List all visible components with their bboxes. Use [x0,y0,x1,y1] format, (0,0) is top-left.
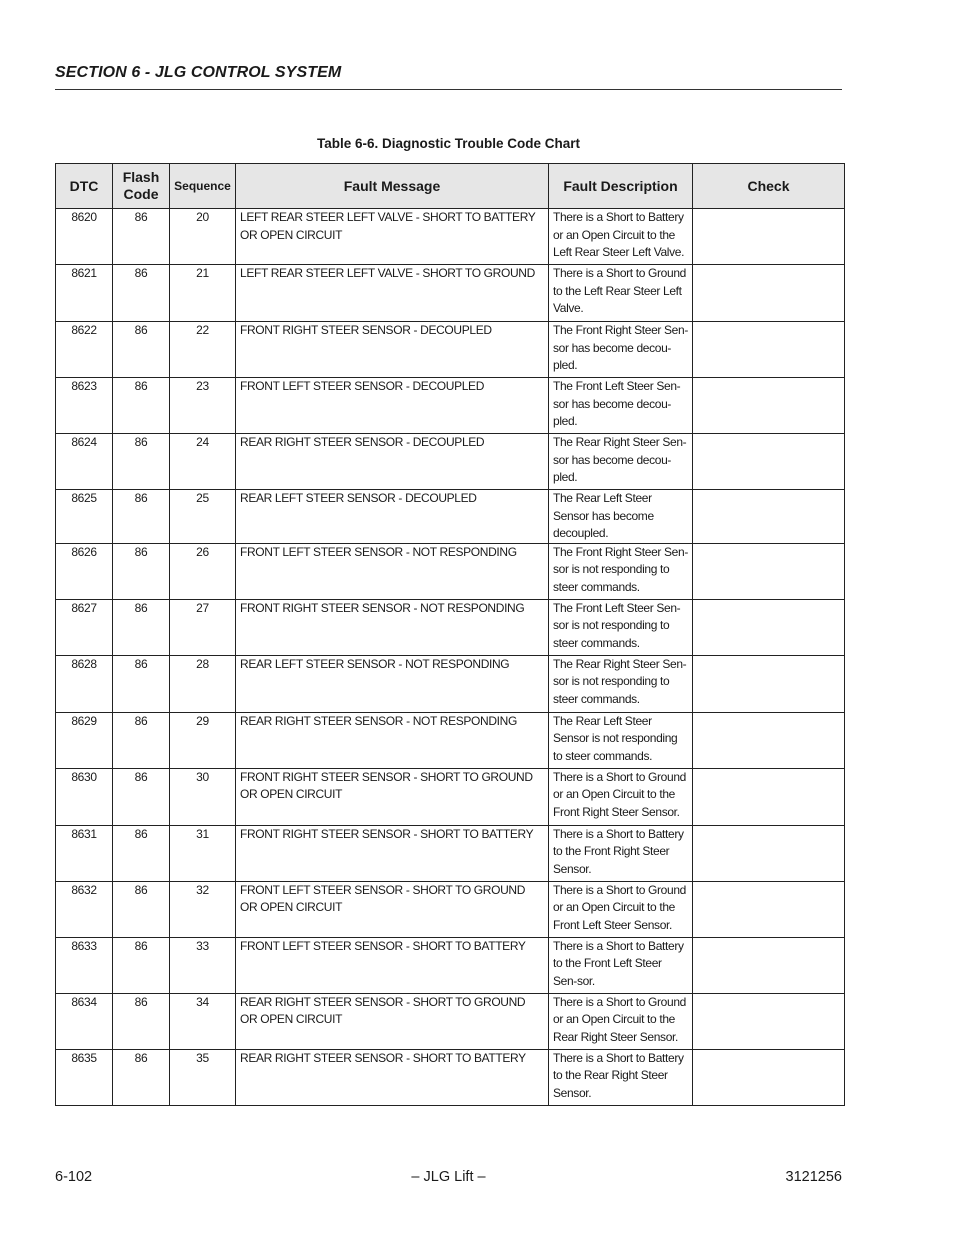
cell-dtc: 8633 [56,937,113,993]
flash-code-line1: Flash [122,169,160,186]
cell-check [693,825,845,881]
section-title: SECTION 6 - JLG CONTROL SYSTEM [55,64,342,81]
cell-sequence: 21 [170,265,236,322]
cell-dtc: 8623 [56,378,113,434]
cell-sequence: 24 [170,434,236,490]
cell-dtc: 8629 [56,712,113,768]
cell-sequence: 28 [170,655,236,712]
cell-check [693,937,845,993]
table-row [56,543,845,599]
cell-fault-message: FRONT LEFT STEER SENSOR - SHORT TO GROUND OR OPEN CIRCUIT [236,881,549,937]
column-header-sequence: Sequence [170,164,236,209]
diagnostic-trouble-code-table [55,163,845,1106]
column-header-dtc: DTC [56,164,113,209]
cell-flash-code: 86 [113,712,170,768]
cell-fault-message: FRONT RIGHT STEER SENSOR - SHORT TO GROUND OR OPEN CIRCUIT [236,768,549,825]
table-row [56,599,845,655]
cell-fault-message: REAR LEFT STEER SENSOR - NOT RESPONDING [236,655,549,712]
flash-code-line2: Code [123,186,159,202]
cell-fault-description: The Front Right Steer Sen-sor is not responding to steer commands. [549,543,693,599]
cell-fault-message: FRONT RIGHT STEER SENSOR - DECOUPLED [236,322,549,378]
cell-dtc: 8620 [56,209,113,265]
footer-brand: – JLG Lift – [411,1169,486,1185]
cell-flash-code: 86 [113,209,170,265]
table-row [56,881,845,937]
cell-fault-description: There is a Short to Ground or an Open Circuit to the Rear Right Steer Sensor. [549,993,693,1049]
cell-check [693,993,845,1049]
table-row [56,209,845,265]
cell-fault-message: FRONT LEFT STEER SENSOR - NOT RESPONDING [236,543,549,599]
table-row [56,768,845,825]
cell-sequence: 34 [170,993,236,1049]
table-row [56,378,845,434]
cell-flash-code: 86 [113,599,170,655]
cell-dtc: 8631 [56,825,113,881]
cell-check [693,1049,845,1105]
cell-dtc: 8634 [56,993,113,1049]
cell-dtc: 8632 [56,881,113,937]
cell-sequence: 22 [170,322,236,378]
section-divider [55,89,842,90]
table-row [56,993,845,1049]
cell-check [693,543,845,599]
cell-flash-code: 86 [113,490,170,544]
cell-fault-description: There is a Short to Ground or an Open Circuit to the Front Left Steer Sensor. [549,881,693,937]
cell-flash-code: 86 [113,825,170,881]
cell-fault-message: REAR RIGHT STEER SENSOR - NOT RESPONDING [236,712,549,768]
cell-sequence: 32 [170,881,236,937]
cell-fault-message: REAR RIGHT STEER SENSOR - DECOUPLED [236,434,549,490]
cell-dtc: 8635 [56,1049,113,1105]
table-row [56,937,845,993]
table-row [56,825,845,881]
table-body [56,209,845,1106]
table-row [56,434,845,490]
cell-fault-message: FRONT RIGHT STEER SENSOR - SHORT TO BATTERY [236,825,549,881]
cell-sequence: 31 [170,825,236,881]
table-row [56,1049,845,1105]
cell-fault-description: The Rear Left Steer Sensor is not responding to steer commands. [549,712,693,768]
table-header-row [56,164,845,209]
table-row [56,265,845,322]
column-header-fault-description: Fault Description [549,164,693,209]
cell-flash-code: 86 [113,768,170,825]
cell-fault-description: The Rear Right Steer Sen-sor is not responding to steer commands. [549,655,693,712]
table-row [56,712,845,768]
cell-check [693,434,845,490]
table-row [56,322,845,378]
cell-fault-description: There is a Short to Ground to the Left Rear Steer Left Valve. [549,265,693,322]
cell-sequence: 35 [170,1049,236,1105]
cell-check [693,322,845,378]
cell-sequence: 29 [170,712,236,768]
cell-sequence: 25 [170,490,236,544]
cell-fault-message: FRONT LEFT STEER SENSOR - SHORT TO BATTERY [236,937,549,993]
cell-dtc: 8624 [56,434,113,490]
cell-check [693,655,845,712]
cell-fault-message: REAR RIGHT STEER SENSOR - SHORT TO BATTERY [236,1049,549,1105]
cell-check [693,712,845,768]
table-row [56,655,845,712]
cell-fault-description: The Rear Left Steer Sensor has become decoupled. [549,490,693,544]
cell-dtc: 8630 [56,768,113,825]
cell-check [693,378,845,434]
cell-flash-code: 86 [113,434,170,490]
cell-flash-code: 86 [113,378,170,434]
cell-flash-code: 86 [113,322,170,378]
cell-fault-description: There is a Short to Battery or an Open Circuit to the Left Rear Steer Left Valve. [549,209,693,265]
cell-flash-code: 86 [113,937,170,993]
cell-sequence: 23 [170,378,236,434]
cell-dtc: 8626 [56,543,113,599]
table-caption: Table 6-6. Diagnostic Trouble Code Chart [316,136,581,151]
cell-fault-description: The Rear Right Steer Sen-sor has become decou-pled. [549,434,693,490]
page-number: 6-102 [55,1169,93,1185]
cell-dtc: 8627 [56,599,113,655]
cell-flash-code: 86 [113,265,170,322]
cell-fault-message: REAR RIGHT STEER SENSOR - SHORT TO GROUND OR OPEN CIRCUIT [236,993,549,1049]
cell-dtc: 8628 [56,655,113,712]
cell-sequence: 33 [170,937,236,993]
cell-dtc: 8621 [56,265,113,322]
document-number: 3121256 [785,1169,842,1185]
cell-sequence: 27 [170,599,236,655]
cell-flash-code: 86 [113,1049,170,1105]
cell-check [693,209,845,265]
cell-dtc: 8622 [56,322,113,378]
cell-fault-message: REAR LEFT STEER SENSOR - DECOUPLED [236,490,549,544]
cell-fault-description: There is a Short to Battery to the Front Right Steer Sensor. [549,825,693,881]
column-header-flash-code [113,164,170,209]
cell-fault-message: LEFT REAR STEER LEFT VALVE - SHORT TO BATTERY OR OPEN CIRCUIT [236,209,549,265]
cell-fault-message: FRONT RIGHT STEER SENSOR - NOT RESPONDING [236,599,549,655]
cell-flash-code: 86 [113,655,170,712]
cell-check [693,881,845,937]
column-header-check: Check [693,164,845,209]
cell-fault-description: There is a Short to Battery to the Front Left Steer Sen-sor. [549,937,693,993]
cell-flash-code: 86 [113,993,170,1049]
cell-fault-description: The Front Left Steer Sen-sor is not responding to steer commands. [549,599,693,655]
cell-check [693,265,845,322]
cell-sequence: 30 [170,768,236,825]
cell-check [693,599,845,655]
cell-sequence: 26 [170,543,236,599]
cell-fault-message: LEFT REAR STEER LEFT VALVE - SHORT TO GROUND [236,265,549,322]
cell-fault-description: There is a Short to Ground or an Open Circuit to the Front Right Steer Sensor. [549,768,693,825]
cell-fault-description: The Front Left Steer Sen-sor has become decou-pled. [549,378,693,434]
cell-sequence: 20 [170,209,236,265]
column-header-fault-message: Fault Message [236,164,549,209]
cell-fault-message: FRONT LEFT STEER SENSOR - DECOUPLED [236,378,549,434]
cell-fault-description: The Front Right Steer Sen-sor has become decou-pled. [549,322,693,378]
cell-fault-description: There is a Short to Battery to the Rear Right Steer Sensor. [549,1049,693,1105]
cell-check [693,768,845,825]
cell-flash-code: 86 [113,543,170,599]
cell-check [693,490,845,544]
cell-dtc: 8625 [56,490,113,544]
cell-flash-code: 86 [113,881,170,937]
table-row [56,490,845,544]
